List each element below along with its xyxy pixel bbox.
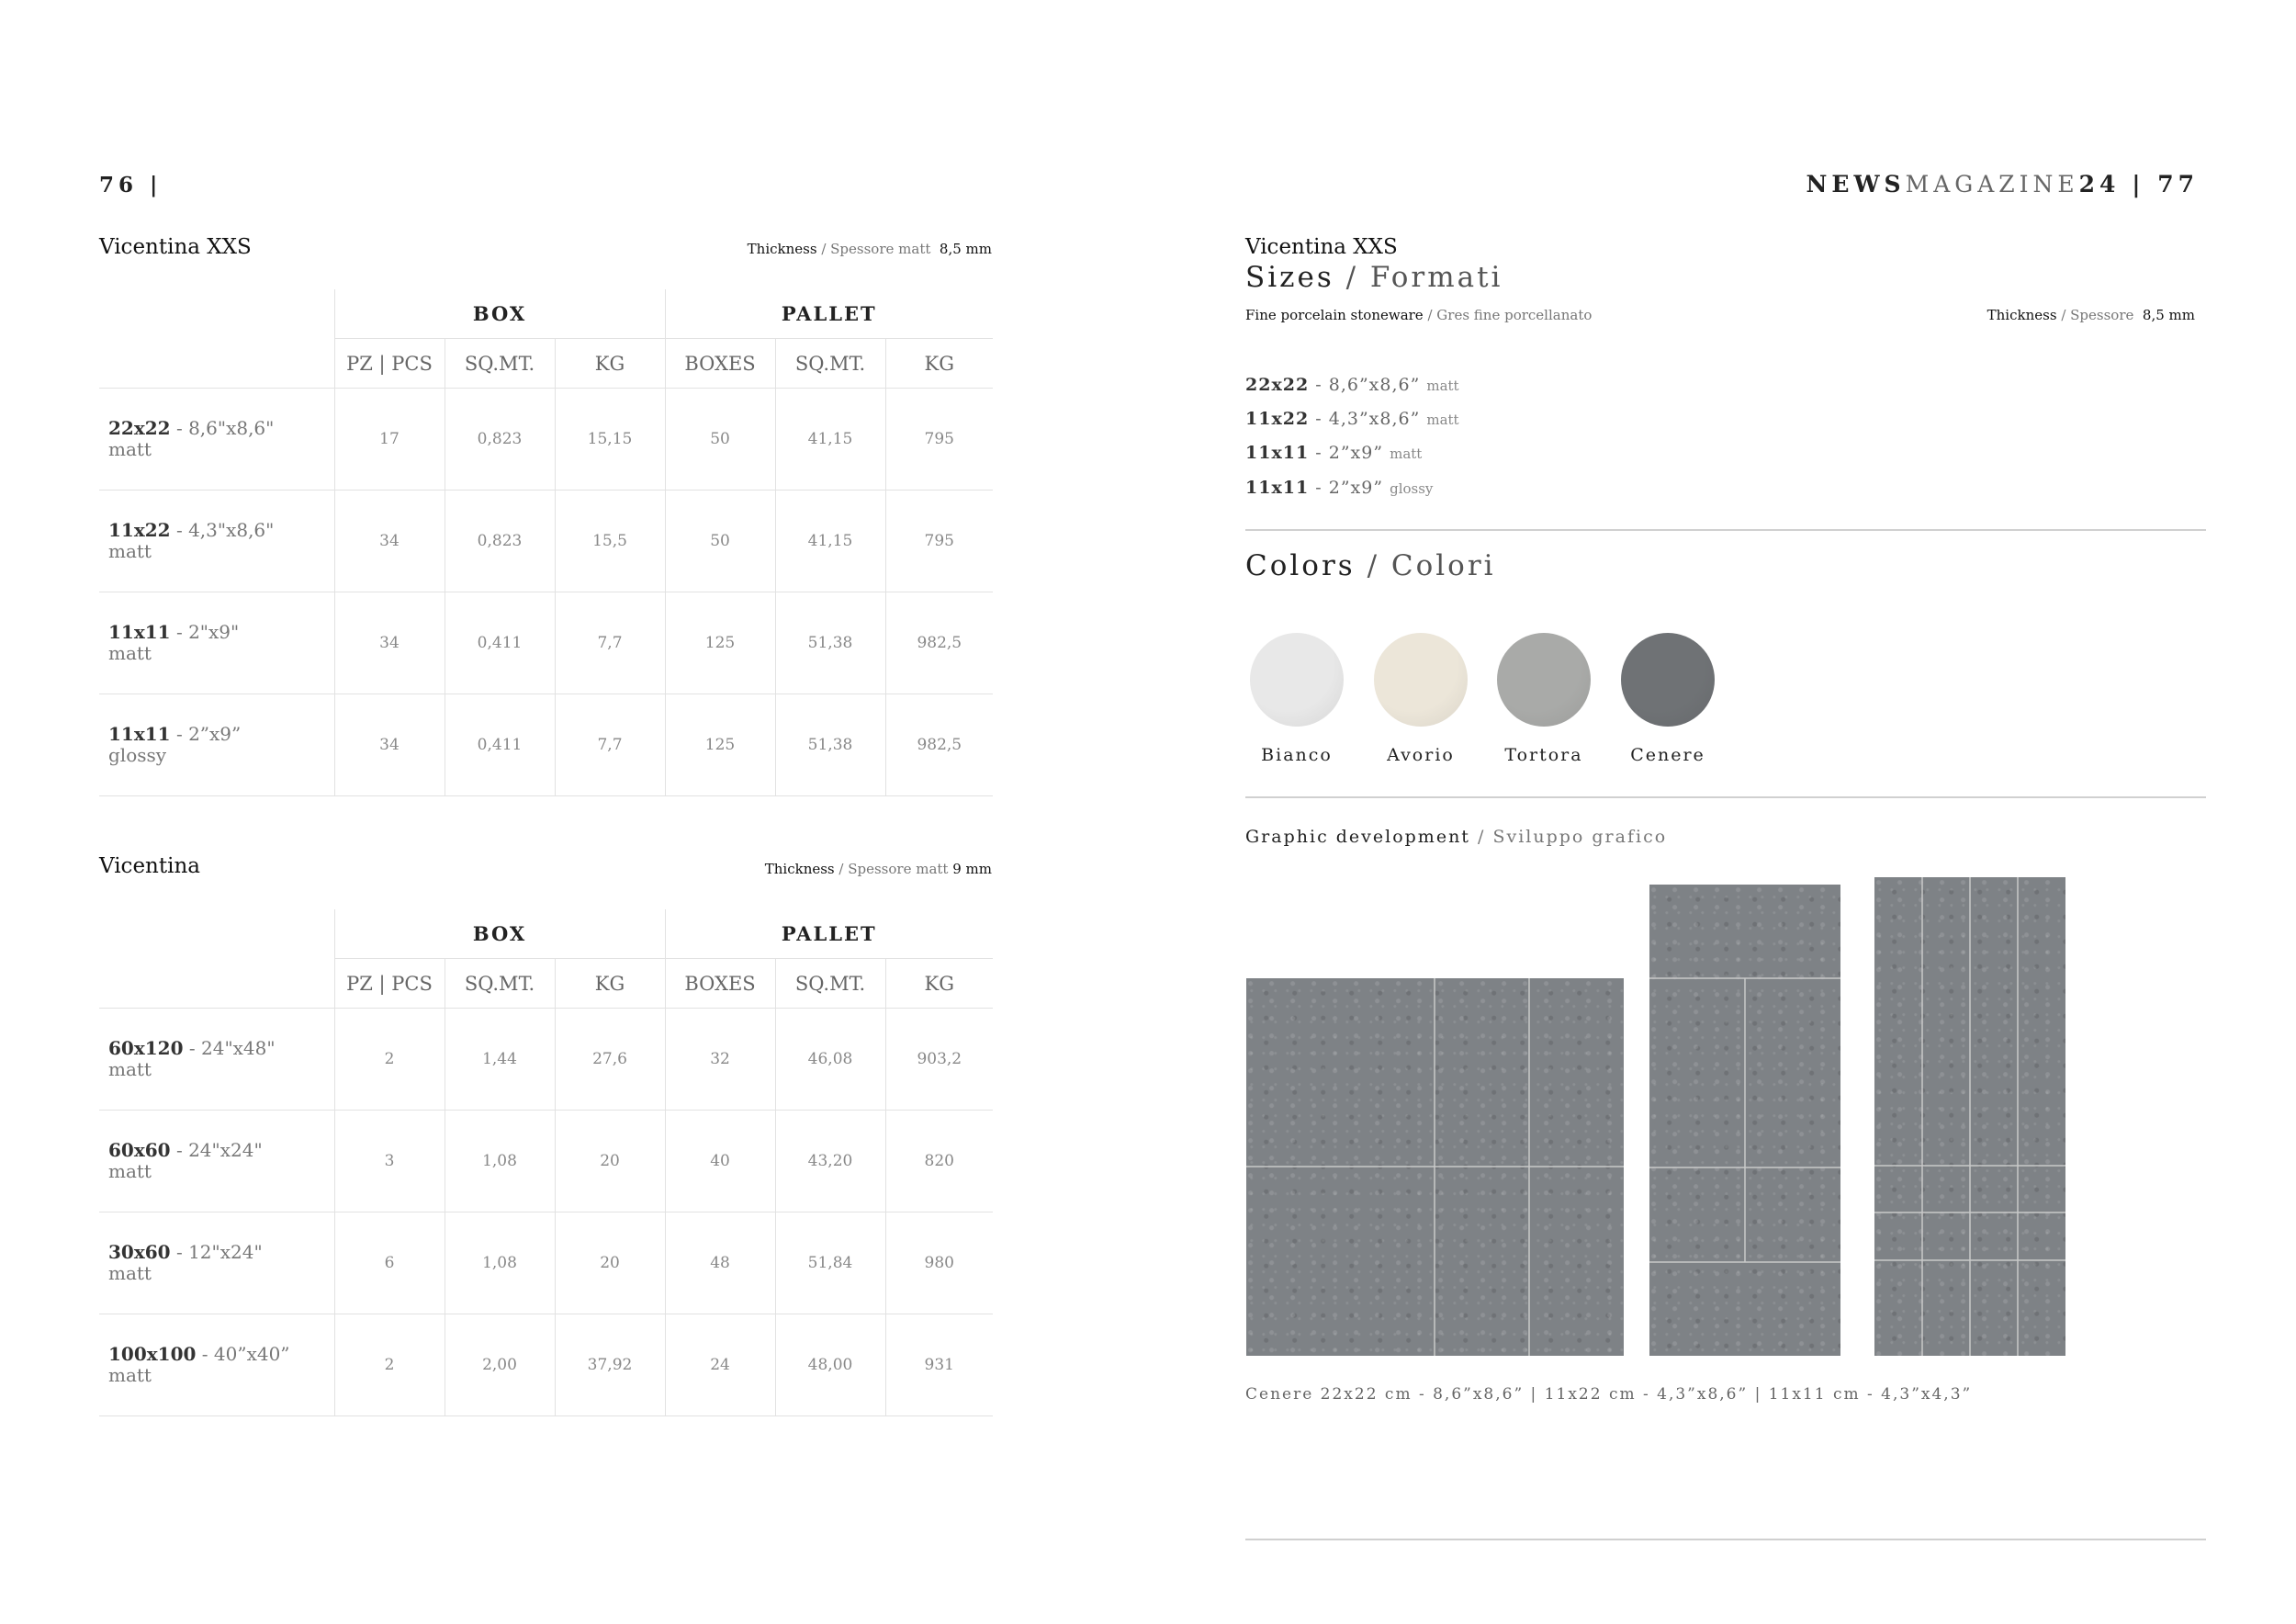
table-cell: 20 (555, 1111, 665, 1212)
table-cell: 1,08 (445, 1111, 555, 1212)
thickness-label: Thickness (1986, 307, 2057, 323)
group-header-box: BOX (334, 289, 665, 339)
table-cell: 37,92 (555, 1314, 665, 1416)
table-cell: 7,7 (555, 694, 665, 796)
table-row (99, 389, 993, 491)
group-header-box: BOX (334, 909, 665, 959)
table-cell: 795 (885, 389, 993, 491)
sizes-heading-en: Sizes (1245, 261, 1334, 294)
thickness-label-it: / Spessore (2061, 307, 2134, 323)
page-number-left: 76 | (99, 173, 163, 197)
size-code: 22x22 (108, 417, 171, 439)
color-label: Cenere (1630, 745, 1705, 765)
table-cell: 982,5 (885, 694, 993, 796)
column-header: BOXES (665, 339, 775, 389)
table-cell: 795 (885, 491, 993, 592)
product-name: Vicentina XXS (1245, 235, 1398, 259)
table-cell: 7,7 (555, 592, 665, 694)
table-cell: 34 (334, 592, 445, 694)
size-finish: glossy (108, 744, 167, 766)
table-cell: 50 (665, 389, 775, 491)
table-row (99, 491, 993, 592)
table-cell: 0,411 (445, 694, 555, 796)
thickness-value: 8,5 mm (2142, 307, 2195, 323)
table-cell: 125 (665, 592, 775, 694)
table-cell: 0,823 (445, 389, 555, 491)
table-cell: 48 (665, 1212, 775, 1314)
table-cell: 51,38 (775, 592, 885, 694)
blank-cell (99, 959, 334, 1009)
tile-texture (1246, 978, 1624, 1356)
divider (1245, 1539, 2206, 1540)
colors-heading-it: / Colori (1367, 549, 1496, 582)
table-cell: 0,823 (445, 491, 555, 592)
thickness-label-it: / Spessore matt (838, 861, 949, 877)
column-header: KG (885, 959, 993, 1009)
size-dims: - 2”x9” (1315, 478, 1384, 498)
header-news: NEWS (1806, 171, 1906, 197)
material-it: / Gres fine porcellanato (1427, 307, 1593, 323)
blank-cell (99, 289, 334, 339)
tile-texture (1649, 885, 1840, 1356)
table-title: Vicentina XXS (99, 235, 252, 259)
table-cell: 3 (334, 1111, 445, 1212)
size-code: 60x120 (108, 1037, 184, 1059)
row-label (99, 592, 334, 694)
color-label: Avorio (1387, 745, 1455, 765)
table-cell: 41,15 (775, 491, 885, 592)
sizes-heading (1245, 261, 1503, 294)
tile-layout-22x22 (1246, 978, 1624, 1356)
column-header: PZ | PCS (334, 339, 445, 389)
size-list-item (1245, 409, 1459, 429)
size-finish: matt (108, 1262, 152, 1284)
row-label (99, 491, 334, 592)
row-label (99, 1212, 334, 1314)
material-line (1245, 307, 1592, 323)
table-cell: 15,15 (555, 389, 665, 491)
table-cell: 6 (334, 1212, 445, 1314)
divider (1245, 529, 2206, 531)
table-cell: 0,411 (445, 592, 555, 694)
column-header: SQ.MT. (775, 959, 885, 1009)
header-magazine: MAGAZINE (1905, 171, 2079, 197)
table-title: Vicentina (99, 854, 200, 878)
table-cell: 41,15 (775, 389, 885, 491)
row-label (99, 1009, 334, 1111)
size-dims: - 12"x24" (175, 1241, 263, 1263)
size-dims: - 4,3"x8,6" (175, 519, 275, 541)
table-cell: 982,5 (885, 592, 993, 694)
table-cell: 931 (885, 1314, 993, 1416)
table-cell: 820 (885, 1111, 993, 1212)
size-dims: - 2"x9" (175, 621, 240, 643)
table-cell: 2 (334, 1314, 445, 1416)
size-finish: matt (108, 1160, 152, 1182)
tile-layout-11x22 (1649, 885, 1840, 1356)
size-finish: matt (108, 540, 152, 562)
row-label (99, 1111, 334, 1212)
size-dims: - 2”x9” (1315, 443, 1384, 463)
material-en: Fine porcelain stoneware (1245, 307, 1424, 323)
color-swatch-bianco (1250, 633, 1344, 727)
size-finish: matt (1390, 445, 1423, 462)
column-header: SQ.MT. (445, 959, 555, 1009)
colors-heading-en: Colors (1245, 549, 1356, 582)
thickness-value: 9 mm (952, 861, 992, 877)
color-swatch-cenere (1621, 633, 1715, 727)
column-header: KG (885, 339, 993, 389)
page-number-right: | 77 (2132, 171, 2199, 197)
table-row (99, 1314, 993, 1416)
size-code: 22x22 (1245, 375, 1310, 395)
column-header: SQ.MT. (775, 339, 885, 389)
group-header-pallet: PALLET (665, 289, 993, 339)
size-code: 11x11 (1245, 478, 1310, 498)
table-cell: 15,5 (555, 491, 665, 592)
table-cell: 34 (334, 694, 445, 796)
table-row (99, 1009, 993, 1111)
table-row (99, 694, 993, 796)
thickness-label: Thickness (764, 861, 835, 877)
size-code: 11x22 (1245, 409, 1310, 429)
table-row (99, 592, 993, 694)
column-header: SQ.MT. (445, 339, 555, 389)
thickness-note-right (1736, 307, 2195, 323)
table-cell: 125 (665, 694, 775, 796)
table-cell: 980 (885, 1212, 993, 1314)
table-cell: 51,38 (775, 694, 885, 796)
column-header: PZ | PCS (334, 959, 445, 1009)
size-dims: - 8,6”x8,6” (1315, 375, 1421, 395)
thickness-note (533, 861, 992, 877)
table-cell: 1,44 (445, 1009, 555, 1111)
thickness-label-it: / Spessore matt (821, 241, 931, 257)
size-code: 11x11 (108, 723, 171, 745)
table-cell: 51,84 (775, 1212, 885, 1314)
color-label: Tortora (1504, 745, 1583, 765)
sizes-heading-it: / Formati (1345, 261, 1503, 294)
row-label (99, 694, 334, 796)
colors-heading (1245, 549, 1496, 582)
magazine-header (1556, 171, 2199, 197)
graphic-caption: Cenere 22x22 cm - 8,6”x8,6” | 11x22 cm - 4,3”x8,6” | 11x11 cm - 4,3”x4,3” (1245, 1385, 1973, 1404)
column-header: BOXES (665, 959, 775, 1009)
table-cell: 34 (334, 491, 445, 592)
table-cell: 43,20 (775, 1111, 885, 1212)
size-list-item (1245, 478, 1433, 498)
size-code: 11x22 (108, 519, 171, 541)
size-finish: matt (108, 642, 152, 664)
graphic-heading-it: / Sviluppo grafico (1478, 827, 1668, 847)
table-cell: 48,00 (775, 1314, 885, 1416)
graphic-heading (1245, 827, 1667, 847)
blank-cell (99, 909, 334, 959)
table-cell: 32 (665, 1009, 775, 1111)
blank-cell (99, 339, 334, 389)
spec-table-vicentina (99, 909, 993, 1416)
header-year: 24 (2078, 171, 2121, 197)
size-finish: matt (1426, 412, 1459, 428)
tile-texture (1874, 877, 2065, 1356)
size-code: 30x60 (108, 1241, 171, 1263)
table-cell: 24 (665, 1314, 775, 1416)
table-row (99, 1111, 993, 1212)
table-cell: 40 (665, 1111, 775, 1212)
color-swatch-tortora (1497, 633, 1591, 727)
color-label: Bianco (1261, 745, 1333, 765)
size-dims: - 8,6"x8,6" (175, 417, 275, 439)
column-header: KG (555, 959, 665, 1009)
row-label (99, 389, 334, 491)
size-finish: glossy (1390, 480, 1434, 497)
size-finish: matt (108, 438, 152, 460)
size-code: 60x60 (108, 1139, 171, 1161)
size-code: 11x11 (108, 621, 171, 643)
size-list-item (1245, 375, 1459, 395)
size-dims: - 24"x24" (175, 1139, 263, 1161)
table-cell: 46,08 (775, 1009, 885, 1111)
thickness-value: 8,5 mm (939, 241, 992, 257)
tile-layout-11x11 (1874, 877, 2065, 1356)
table-cell: 27,6 (555, 1009, 665, 1111)
column-header: KG (555, 339, 665, 389)
size-dims: - 24"x48" (188, 1037, 276, 1059)
size-dims: - 2”x9” (175, 723, 242, 745)
size-code: 11x11 (1245, 443, 1310, 463)
group-header-pallet: PALLET (665, 909, 993, 959)
thickness-label: Thickness (747, 241, 817, 257)
table-cell: 17 (334, 389, 445, 491)
table-cell: 50 (665, 491, 775, 592)
size-finish: matt (1426, 378, 1459, 394)
table-cell: 2,00 (445, 1314, 555, 1416)
size-list-item (1245, 443, 1422, 463)
table-cell: 1,08 (445, 1212, 555, 1314)
size-code: 100x100 (108, 1343, 197, 1365)
size-finish: matt (108, 1364, 152, 1386)
table-cell: 20 (555, 1212, 665, 1314)
size-finish: matt (108, 1058, 152, 1080)
graphic-heading-en: Graphic development (1245, 827, 1470, 847)
divider (1245, 796, 2206, 798)
table-row (99, 1212, 993, 1314)
color-swatch-avorio (1374, 633, 1468, 727)
thickness-note (533, 241, 992, 257)
spec-table-vicentina-xxs (99, 289, 993, 796)
table-cell: 2 (334, 1009, 445, 1111)
size-dims: - 4,3”x8,6” (1315, 409, 1421, 429)
table-cell: 903,2 (885, 1009, 993, 1111)
row-label (99, 1314, 334, 1416)
size-dims: - 40”x40” (201, 1343, 290, 1365)
